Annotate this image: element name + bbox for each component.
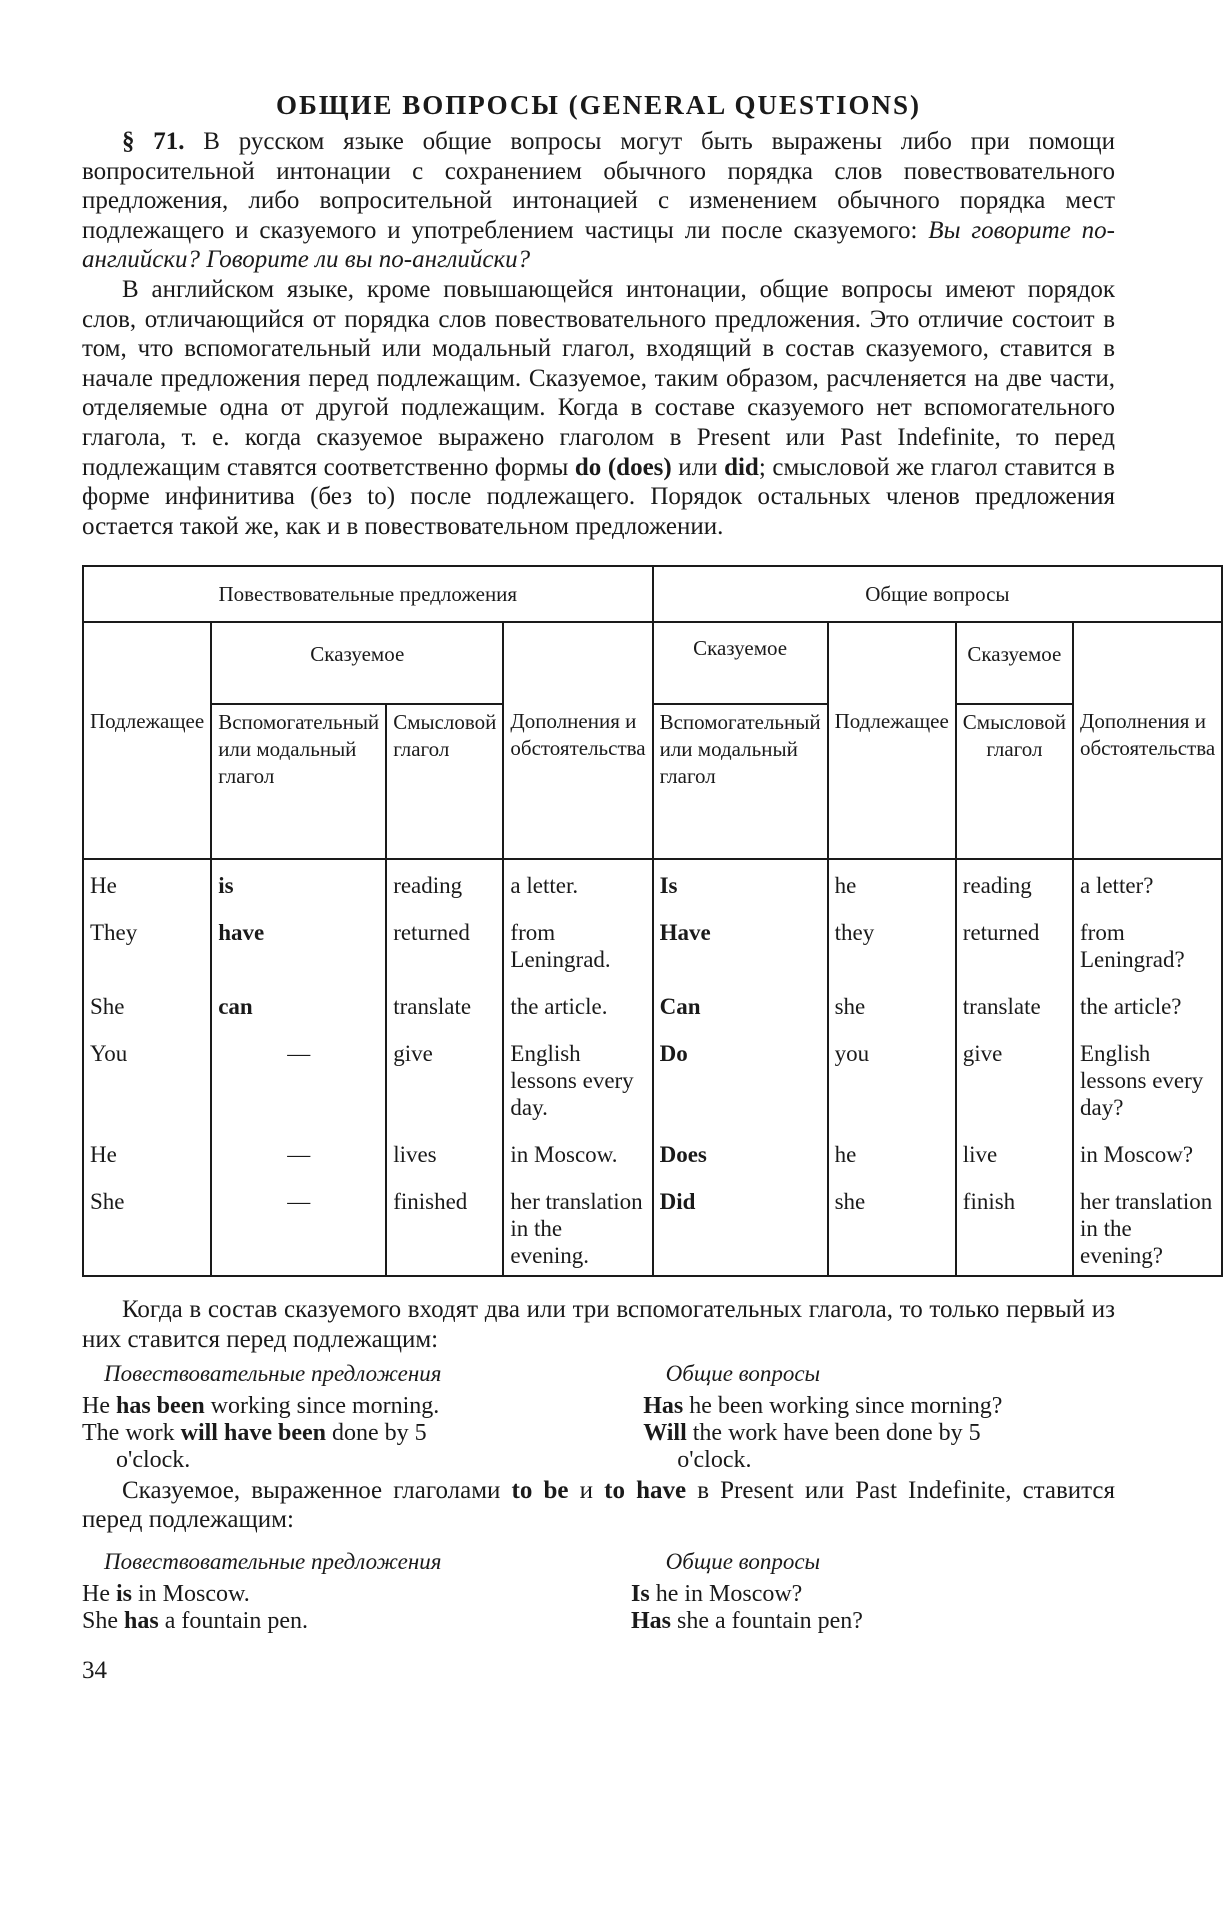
- cell-objects-q: English lessons every day?: [1073, 1030, 1222, 1131]
- table-row: [83, 909, 1222, 983]
- header-main-verb-q: Смысловой глагол: [956, 704, 1073, 859]
- text-run: В английском языке, кроме повышающейся интонации, общие вопросы имеют порядок слов, отличающийся от порядка слов повествовательного предложения. Это отличие состоит в том, что вспомогательный или модальный глагол, входящий в состав сказуемого, ставится в начале предложения перед подлежащим. Сказуемое, таким образом, расчленяется на две части, отделяемые одна от другой подлежащим. Когда в составе сказуемого нет вспомогательного глагола, т. е. когда сказуемое выражено глаголом в Present или Past Indefinite, то перед подлежащим ставятся соответственно формы: [82, 275, 1115, 481]
- cell-objects-q: her translation in the evening?: [1073, 1178, 1222, 1276]
- examples-multiple-aux: [82, 1393, 1115, 1474]
- cell-aux-q: Have: [653, 909, 828, 983]
- section-number: § 71.: [122, 128, 185, 155]
- cell-subject: You: [83, 1030, 211, 1131]
- table-row: [83, 1131, 1222, 1178]
- text-run: has: [124, 1607, 159, 1634]
- header-objects-q: Дополнения и обстоятельства: [1073, 704, 1222, 859]
- cell-empty: [1073, 622, 1222, 704]
- page-number: 34: [82, 1656, 107, 1684]
- examples-statements: [82, 1393, 643, 1474]
- page: [82, 90, 1216, 1685]
- cell-empty: [83, 622, 211, 704]
- cell-objects: her translation in the evening.: [503, 1178, 652, 1276]
- cell-aux-q: Does: [653, 1131, 828, 1178]
- caption-questions: Общие вопросы: [665, 1548, 821, 1574]
- text-run: He: [82, 1580, 116, 1607]
- header-predicate: Сказуемое: [211, 622, 503, 704]
- header-objects: Дополнения и обстоятельства: [503, 704, 652, 859]
- cell-main-verb-q: finish: [956, 1178, 1073, 1276]
- cell-aux-q: Is: [653, 859, 828, 909]
- header-aux-q: Вспомогательный или модальный глагол: [653, 704, 828, 859]
- example-line: [82, 1581, 631, 1608]
- table-row: [83, 859, 1222, 909]
- header-main-verb: Смысловой глагол: [386, 704, 503, 859]
- cell-aux-q: Can: [653, 983, 828, 1030]
- text-run: и: [568, 1476, 605, 1504]
- cell-subject-q: you: [828, 1030, 956, 1131]
- cell-objects-q: from Leningrad?: [1073, 909, 1222, 983]
- cell-aux: —: [211, 1178, 386, 1276]
- cell-empty: [503, 622, 652, 704]
- text-run: Will: [643, 1419, 687, 1446]
- text-run: will have been: [180, 1419, 326, 1446]
- cell-subject-q: he: [828, 1131, 956, 1178]
- term-to-have: to have: [604, 1476, 687, 1504]
- text-run: The work: [82, 1419, 181, 1446]
- cell-empty: [828, 622, 956, 704]
- example-line: [643, 1420, 1115, 1447]
- cell-objects-q: a letter?: [1073, 859, 1222, 909]
- cell-main-verb-q: translate: [956, 983, 1073, 1030]
- paragraph-71-text: В русском языке общие вопросы могут быть выражены либо при помощи вопросительной интонации с сохранением обычного порядка слов повествовательного предложения, либо вопросительной интонацией с изменением обычного порядка мест подлежащего и сказуемого и употреблением частицы ли после сказуемого:: [82, 128, 1116, 244]
- cell-main-verb: lives: [386, 1131, 503, 1178]
- text-run: или: [671, 453, 725, 481]
- example-line: [82, 1393, 617, 1420]
- text-run: working since morning.: [204, 1392, 440, 1419]
- header-subject: Подлежащее: [83, 704, 211, 859]
- text-run: a fountain pen.: [158, 1607, 308, 1634]
- cell-aux: can: [211, 983, 386, 1030]
- term-did: did: [724, 453, 759, 481]
- example-line: [82, 1420, 617, 1447]
- cell-main-verb-q: reading: [956, 859, 1073, 909]
- term-do-does: do (does): [574, 453, 672, 481]
- header-predicate-q2: Сказуемое: [956, 622, 1073, 704]
- cell-aux: —: [211, 1131, 386, 1178]
- cell-aux-q: Do: [653, 1030, 828, 1131]
- header-statements: Повествовательные предложения: [83, 566, 653, 622]
- examples-questions: [643, 1393, 1115, 1474]
- paragraph-multiple-aux: Когда в состав сказуемого входят два или три вспомогательных глагола, то только первый из них ставится перед подлежащим:: [82, 1296, 1115, 1353]
- text-run: he in Moscow?: [649, 1580, 803, 1607]
- cell-main-verb: reading: [386, 859, 503, 909]
- text-run: Is: [631, 1580, 650, 1607]
- examples-statements: [82, 1581, 631, 1635]
- cell-aux-q: Did: [653, 1178, 828, 1276]
- example-line: [631, 1581, 1115, 1608]
- example-line: [82, 1608, 631, 1635]
- paragraph-be-have: [82, 1476, 1115, 1535]
- cell-main-verb: finished: [386, 1178, 503, 1276]
- cell-main-verb-q: returned: [956, 909, 1073, 983]
- text-run: в Present или Past Indefinite, ставится перед подлежащим:: [82, 1476, 1115, 1534]
- text-run: he been working since morning?: [683, 1392, 1003, 1419]
- cell-main-verb-q: give: [956, 1030, 1073, 1131]
- cell-objects: a letter.: [503, 859, 652, 909]
- caption-questions: Общие вопросы: [665, 1360, 821, 1386]
- caption-statements: Повествовательные предложения: [104, 1548, 442, 1574]
- header-subject-q: Подлежащее: [828, 704, 956, 859]
- text-run: she a fountain pen?: [671, 1607, 863, 1634]
- term-to-be: to be: [511, 1476, 569, 1504]
- cell-objects: the article.: [503, 983, 652, 1030]
- cell-subject: He: [83, 1131, 211, 1178]
- cell-main-verb-q: live: [956, 1131, 1073, 1178]
- text-run: Has: [643, 1392, 684, 1419]
- table-row: [83, 1178, 1222, 1276]
- cell-subject: She: [83, 1178, 211, 1276]
- table-row: [83, 983, 1222, 1030]
- example-line: [631, 1608, 1115, 1635]
- text-run: has been: [115, 1392, 205, 1419]
- cell-objects: English lessons every day.: [503, 1030, 652, 1131]
- header-questions: Общие вопросы: [653, 566, 1223, 622]
- paragraph-71: [82, 127, 1115, 275]
- text-run: Has: [631, 1607, 672, 1634]
- cell-subject-q: she: [828, 983, 956, 1030]
- examples-questions: [631, 1581, 1115, 1635]
- examples-be-have: [82, 1581, 1115, 1635]
- text-run: done by 5: [325, 1419, 427, 1446]
- cell-main-verb: returned: [386, 909, 503, 983]
- text-run: He: [82, 1392, 116, 1419]
- cell-objects: from Leningrad.: [503, 909, 652, 983]
- header-aux: Вспомогательный или модальный глагол: [211, 704, 386, 859]
- cell-aux: is: [211, 859, 386, 909]
- cell-subject-q: he: [828, 859, 956, 909]
- text-run: She: [82, 1607, 124, 1634]
- cell-subject-q: they: [828, 909, 956, 983]
- cell-subject-q: she: [828, 1178, 956, 1276]
- text-run: the work have been done by 5: [686, 1419, 981, 1446]
- text-run: ; смысловой же глагол ставится в форме инфинитива (без to) после подлежащего. Порядок остальных членов предложения остается такой же, как и в повествовательном предложении.: [82, 453, 1115, 540]
- header-predicate-q: Сказуемое: [653, 622, 828, 704]
- cell-subject: He: [83, 859, 211, 909]
- paragraph-71-example: Вы говорите по-английски? Говорите ли вы по-английски?: [82, 216, 1115, 274]
- cell-subject: She: [83, 983, 211, 1030]
- caption-row: [82, 1547, 1115, 1577]
- cell-main-verb: give: [386, 1030, 503, 1131]
- cell-aux: have: [211, 909, 386, 983]
- text-run: Сказуемое, выраженное глаголами: [122, 1476, 512, 1504]
- caption-row: [82, 1359, 1115, 1389]
- cell-objects: in Moscow.: [503, 1131, 652, 1178]
- cell-subject: They: [83, 909, 211, 983]
- text-run: is: [115, 1580, 132, 1607]
- example-line: o'clock.: [677, 1446, 752, 1473]
- cell-aux: —: [211, 1030, 386, 1131]
- cell-objects-q: in Moscow?: [1073, 1131, 1222, 1178]
- section-title: ОБЩИЕ ВОПРОСЫ (GENERAL QUESTIONS): [275, 90, 922, 120]
- example-line: [643, 1393, 1115, 1420]
- caption-statements: Повествовательные предложения: [104, 1360, 442, 1386]
- table-row: [83, 1030, 1222, 1131]
- text-run: in Moscow.: [132, 1580, 250, 1607]
- cell-main-verb: translate: [386, 983, 503, 1030]
- paragraph-english-order: [82, 275, 1115, 541]
- cell-objects-q: the article?: [1073, 983, 1222, 1030]
- grammar-table: [82, 565, 1223, 1277]
- example-line: o'clock.: [116, 1446, 191, 1473]
